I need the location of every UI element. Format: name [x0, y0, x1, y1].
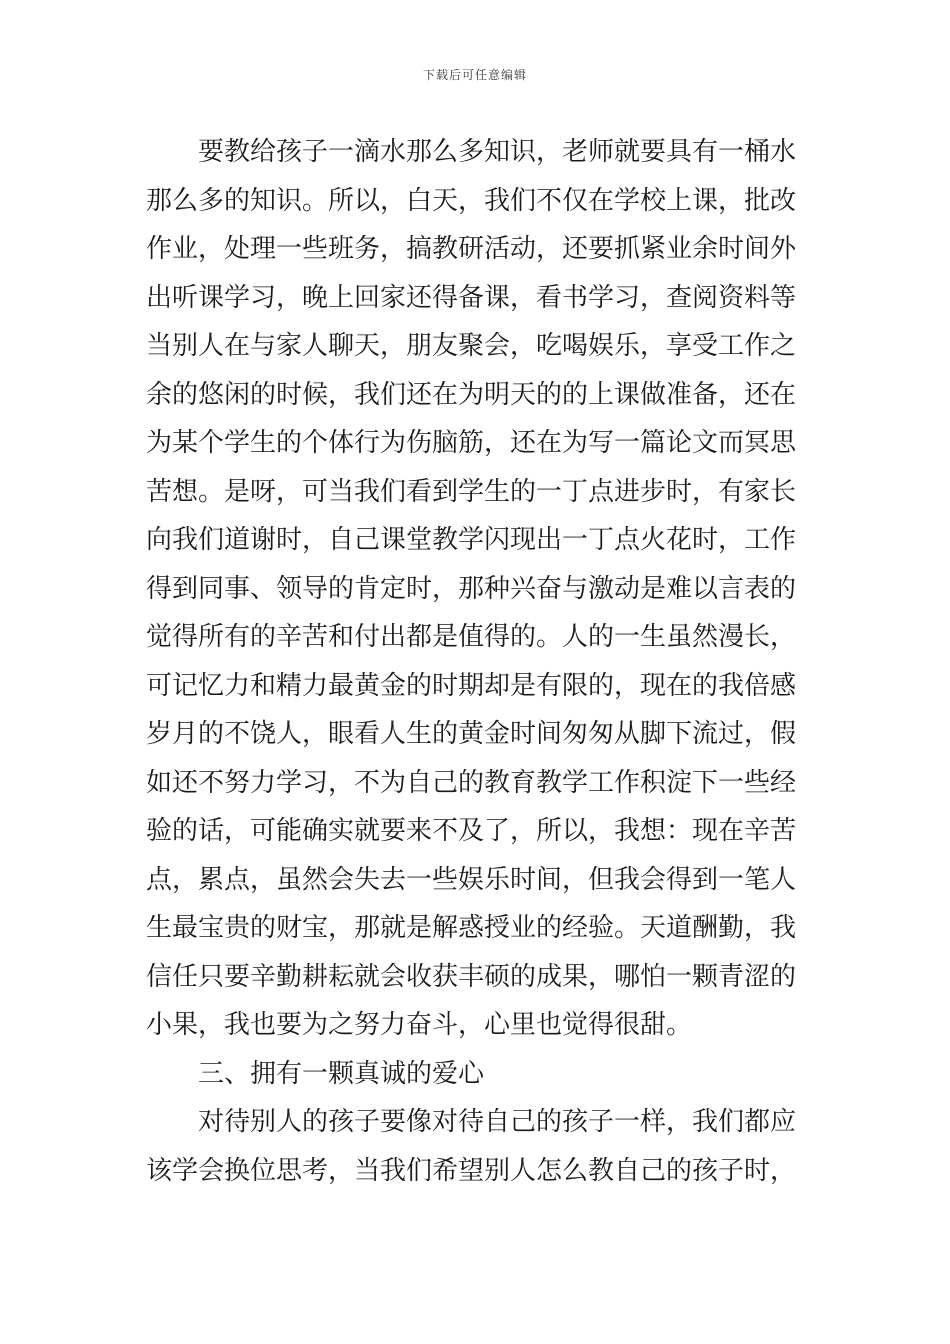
document-body: [146, 128, 808, 1195]
paragraph-line: 当别人在与家人聊天，朋友聚会，吃喝娱乐，享受工作之: [146, 331, 797, 361]
paragraph-line: 对待别人的孩子要像对待自己的孩子一样，我们都应: [198, 1107, 797, 1137]
paragraph-line: 小果，我也要为之努力奋斗，心里也觉得很甜。: [146, 1010, 693, 1040]
paragraph-line: 出听课学习，晚上回家还得备课，看书学习，查阅资料等: [146, 282, 797, 313]
paragraph-line: 可记忆力和精力最黄金的时期却是有限的，现在的我倍感: [146, 670, 797, 701]
paragraph-line: 向我们道谢时，自己课堂教学闪现出一丁点火花时，工作: [146, 525, 797, 555]
paragraph-line: 点，累点，虽然会失去一些娱乐时间，但我会得到一笔人: [146, 864, 797, 895]
paragraph-line: 要教给孩子一滴水那么多知识，老师就要具有一桶水: [198, 137, 797, 167]
paragraph-line: 生最宝贵的财宝，那就是解惑授业的经验。天道酬勤，我: [146, 913, 797, 943]
paragraph-line: 得到同事、领导的肯定时，那种兴奋与激动是难以言表的: [146, 573, 797, 604]
paragraph-line: 岁月的不饶人，眼看人生的黄金时间匆匆从脚下流过，假: [146, 719, 797, 749]
page-header: 下载后可任意编辑: [422, 68, 527, 82]
section-heading: 三、拥有一颗真诚的爱心: [198, 1058, 485, 1089]
paragraph-line: 觉得所有的辛苦和付出都是值得的。人的一生虽然漫长，: [146, 622, 797, 652]
paragraph-line: 如还不努力学习，不为自己的教育教学工作积淀下一些经: [146, 767, 797, 798]
paragraph-line: 苦想。是呀，可当我们看到学生的一丁点进步时，有家长: [146, 476, 797, 507]
paragraph-line: 为某个学生的个体行为伤脑筋，还在为写一篇论文而冥思: [146, 428, 797, 458]
paragraph-line: 该学会换位思考，当我们希望别人怎么教自己的孩子时，: [146, 1155, 797, 1186]
paragraph-line: 作业，处理一些班务，搞教研活动，还要抓紧业余时间外: [146, 234, 797, 264]
paragraph-line: 验的话，可能确实就要来不及了，所以，我想：现在辛苦: [146, 816, 797, 846]
paragraph-line: 那么多的知识。所以，白天，我们不仅在学校上课，批改: [146, 185, 797, 216]
paragraph-line: 信任只要辛勤耕耘就会收获丰硕的成果，哪怕一颗青涩的: [146, 961, 797, 992]
paragraph-line: 余的悠闲的时候，我们还在为明天的的上课做准备，还在: [146, 379, 797, 410]
